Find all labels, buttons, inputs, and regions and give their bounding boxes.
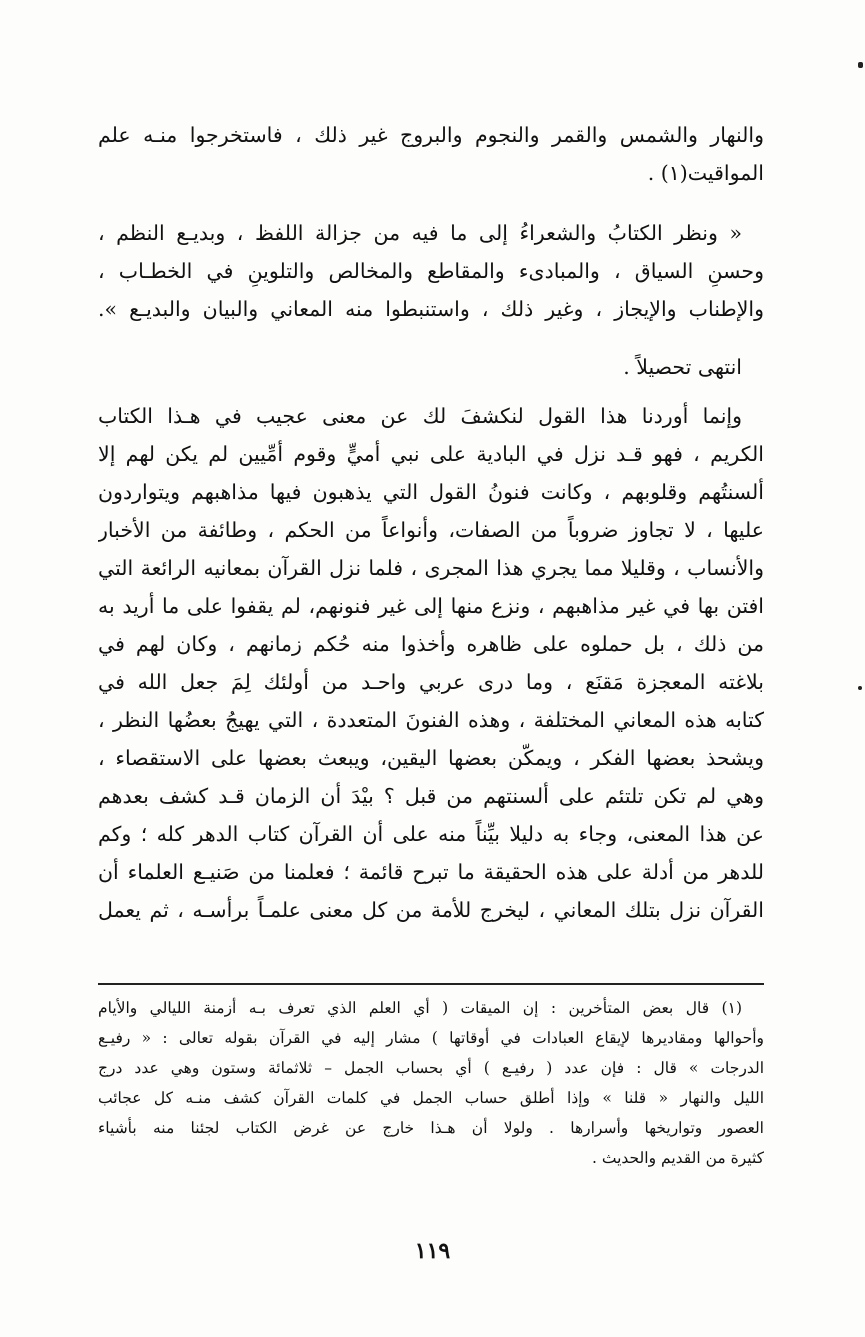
paragraph-4	[98, 397, 764, 929]
text-line: الكريم ، فهو قـد نزل في البادية على نبي أميٍّ وقوم أمِّيين لم يكن لهم إلا	[98, 442, 764, 466]
footnote-line: (١) قال بعض المتأخرين : إن الميقات ( أي العلم الذي تعرف بـه أزمنة الليالي والأيام	[98, 999, 742, 1017]
text-line: القرآن نزل بتلك المعاني ، ليخرج للأمة من كل معنى علمـاً برأسـه ، ثم يعمل	[98, 898, 764, 922]
text-line: ويشحذ بعضها الفكر ، ويمكّن بعضها اليقين، ويبعث بعضها على الاستقصاء ،	[98, 746, 764, 770]
text-line: والأنساب ، وقليلا مما يجري هذا المجرى ، فلما نزل القرآن بمعانيه الرائعة التي	[98, 556, 764, 580]
paragraph-2-quote	[98, 214, 764, 328]
paragraph-3	[98, 348, 764, 386]
text-line: المواقيت(١) .	[647, 161, 764, 185]
scan-speck	[858, 62, 863, 68]
text-line: وإنما أوردنا هذا القول لنكشفَ لك عن معنى عجيب في هـذا الكتاب	[98, 404, 742, 428]
footnote	[98, 993, 764, 1173]
footnote-line: العصور وتواريخها وأسرارها . ولولا أن هـذا خارج عن غرض الكتاب لجئنا منه بأشياء	[98, 1119, 764, 1137]
footnote-line: الليل والنهار « قلنا » وإذا أطلق حساب الجمل في كلمات القرآن كشف منـه كل عجائب	[98, 1089, 764, 1107]
scan-speck	[858, 686, 862, 690]
footnote-divider	[98, 983, 764, 985]
footnote-line: كثيرة من القديم والحديث .	[592, 1149, 764, 1167]
text-line: والنهار والشمس والقمر والنجوم والبروج غير ذلك ، فاستخرجوا منـه علم	[98, 123, 764, 147]
text-line: للدهر من أدلة على هذه الحقيقة ما تبرح قائمة ؛ فعلمنا من صَنيـع العلماء أن	[98, 860, 764, 884]
footnote-line: وأحوالها ومقاديرها لإيقاع العبادات في أوقاتها ) مشار إليه في القرآن بقوله تعالى : « رفيـع	[98, 1029, 764, 1047]
text-line: وهي لم تكن تلتئم على ألسنتهم من قبل ؟ بيْدَ أن الزمان قـد كشف بعدهم	[98, 784, 764, 808]
text-line: « ونظر الكتابُ والشعراءُ إلى ما فيه من جزالة اللفظ ، وبديـع النظم ،	[98, 221, 742, 245]
text-line: من ذلك ، بل حملوه على ظاهره وأخذوا منه حُكم زمانهم ، وكان لهم في	[98, 632, 764, 656]
page-number: ١١٩	[414, 1238, 451, 1264]
paragraph-1	[98, 116, 764, 192]
text-line: انتهى تحصيلاً .	[623, 355, 742, 379]
text-line: عليها ، لا تجاوز ضروباً من الصفات، وأنواعاً من الحكم ، وطائفة من الأخبار	[98, 518, 764, 542]
text-line: وحسنِ السياق ، والمبادىء والمقاطع والمخالص والتلوينِ في الخطـاب ،	[98, 259, 764, 283]
text-line: والإطناب والإيجاز ، وغير ذلك ، واستنبطوا منه المعاني والبيان والبديـع ».	[98, 297, 764, 321]
text-line: عن هذا المعنى، وجاء به دليلا بيِّناً منه على أن القرآن كتاب الدهر كله ؛ وكم	[98, 822, 764, 846]
text-line: افتن بها في غير مذاهبهم ، ونزع منها إلى غير فنونهم، لم يقفوا على ما أريد به	[98, 594, 764, 618]
text-line: بلاغته المعجزة مَقنَع ، وما درى عربي واحـد من أولئك لِمَ جعل الله في	[98, 670, 764, 694]
text-line: ألسنتُهم وقلوبهم ، وكانت فنونُ القول التي يذهبون فيها مذاهبهم ويتواردون	[98, 480, 764, 504]
text-line: كتابه هذه المعاني المختلفة ، وهذه الفنونَ المتعددة ، التي يهيجُ بعضُها النظر ،	[98, 708, 764, 732]
footnote-line: الدرجات » قال : فإن عدد ( رفيـع ) أي بحساب الجمل – ثلاثمائة وستون وهي عدد درج	[98, 1059, 764, 1077]
